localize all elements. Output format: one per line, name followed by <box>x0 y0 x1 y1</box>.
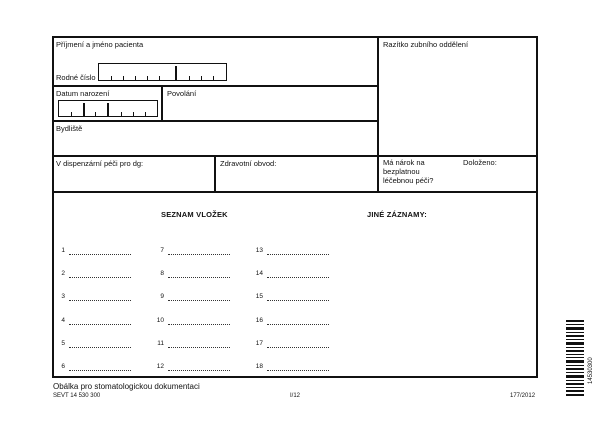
insert-item[interactable]: 6 <box>55 362 131 371</box>
rule-stamp-left <box>377 36 379 193</box>
rule-dispensary-bottom <box>52 191 538 193</box>
footer-code: SEVT 14 530 300 <box>53 393 101 399</box>
insert-item[interactable]: 2 <box>55 269 131 278</box>
insert-item[interactable]: 8 <box>154 269 230 278</box>
rule-district-left <box>214 155 216 193</box>
birth-date-label: Datum narození <box>56 89 110 98</box>
health-district-label: Zdravotní obvod: <box>220 159 277 168</box>
insert-item[interactable]: 12 <box>154 362 230 371</box>
insert-item[interactable]: 15 <box>253 292 329 301</box>
form-frame <box>52 36 538 378</box>
insert-item[interactable]: 11 <box>154 339 230 348</box>
insert-item[interactable]: 9 <box>154 292 230 301</box>
address-label: Bydliště <box>56 124 83 133</box>
footer-title: Obálka pro stomatologickou dokumentaci <box>53 382 200 391</box>
birth-number-label: Rodné číslo <box>56 73 96 82</box>
insert-item[interactable]: 18 <box>253 362 329 371</box>
proven-label: Doloženo: <box>463 158 497 167</box>
insert-item[interactable]: 13 <box>253 246 329 255</box>
footer-page: I/12 <box>290 393 301 399</box>
insert-item[interactable]: 1 <box>55 246 131 255</box>
insert-item[interactable]: 16 <box>253 316 329 325</box>
free-care-label: Má nárok na bezplatnou léčebnou péči? <box>383 158 434 185</box>
insert-item[interactable]: 14 <box>253 269 329 278</box>
patient-name-label: Příjmení a jméno pacienta <box>56 40 144 49</box>
birth-number-field[interactable] <box>98 63 227 81</box>
insert-item[interactable]: 3 <box>55 292 131 301</box>
rule-name-bottom <box>52 85 379 87</box>
rule-birthdate-right <box>161 85 163 122</box>
barcode-text: 14530300 <box>588 357 594 384</box>
insert-item[interactable]: 4 <box>55 316 131 325</box>
insert-item[interactable]: 10 <box>154 316 230 325</box>
insert-item[interactable]: 17 <box>253 339 329 348</box>
insert-item[interactable]: 7 <box>154 246 230 255</box>
birth-date-field[interactable] <box>58 100 158 117</box>
dispensary-label: V dispenzární péči pro dg: <box>56 159 144 168</box>
stamp-label: Razítko zubního oddělení <box>383 40 469 49</box>
occupation-label: Povolání <box>167 89 197 98</box>
insert-item[interactable]: 5 <box>55 339 131 348</box>
notes-title: JINÉ ZÁZNAMY: <box>367 210 427 219</box>
rule-birthdate-bottom <box>52 120 379 122</box>
barcode <box>566 320 584 396</box>
footer-year: 177/2012 <box>510 393 536 399</box>
inserts-title: SEZNAM VLOŽEK <box>161 210 228 219</box>
rule-address-bottom <box>52 155 538 157</box>
